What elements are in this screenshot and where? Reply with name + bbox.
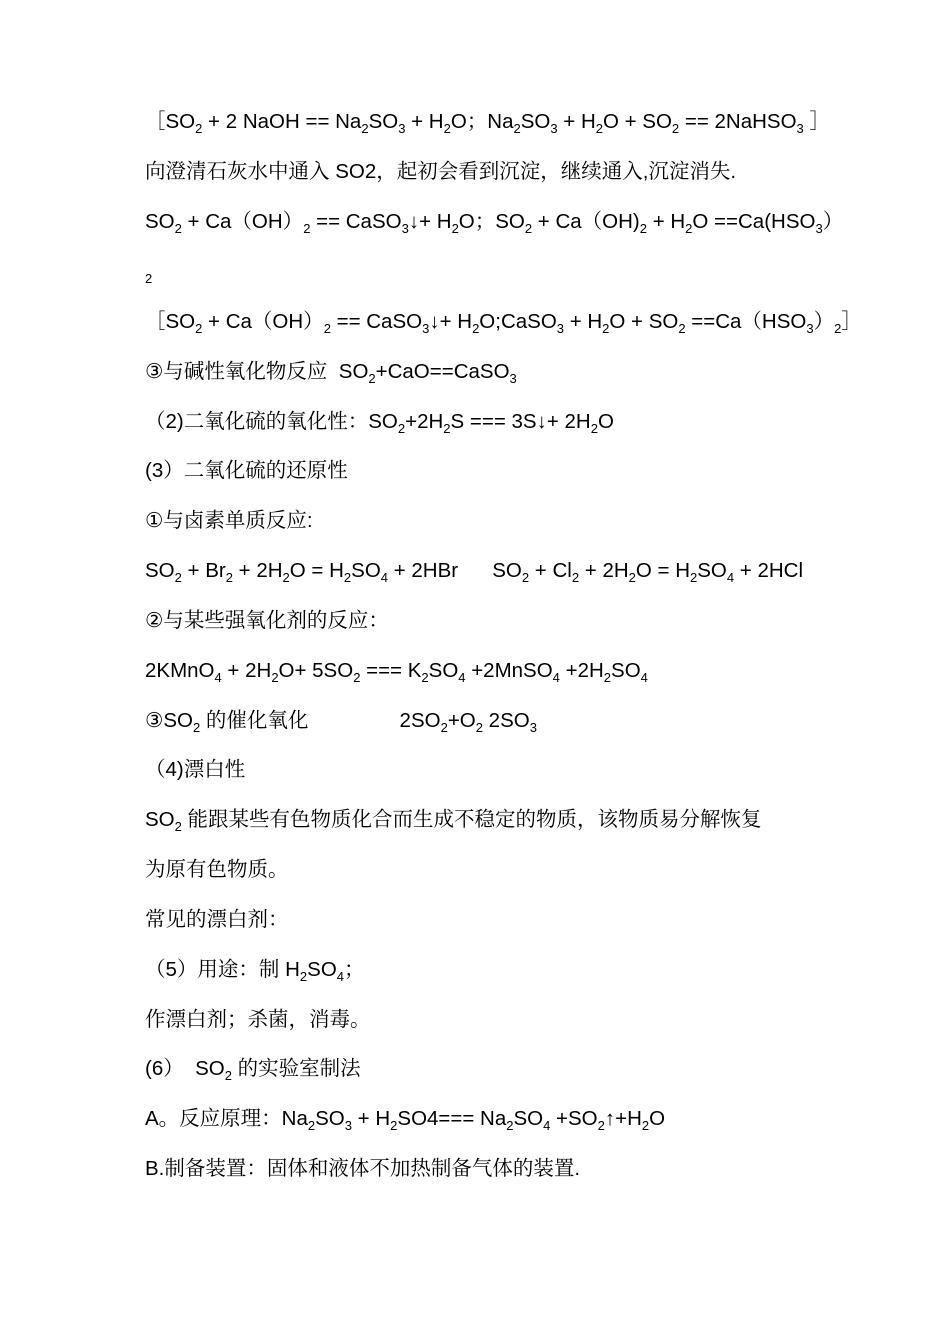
section-heading: (6） $SO_2$ 的实验室制法 xyxy=(145,1057,361,1083)
text-line: $SO_2 + Ca(OH)_2$ == CaSO$_3$↓+ $H_2O$；$SO_2 + Ca(OH)_2 + H_2O ==Ca(HSO_3)$ xyxy=(145,210,844,236)
text-line: 2 xyxy=(145,271,153,286)
text-line: 为原有色物质。 xyxy=(145,858,289,881)
text-line: B.制备装置：固体和液体不加热制备气体的装置. xyxy=(145,1157,581,1180)
text-line: ③与碱性氧化物反应 $SO_2+CaO==CaSO_3$ xyxy=(145,360,517,386)
text-line: $SO_2 + Br_2 + 2H_2O = H_2SO_4 + 2HBr$ $SO_2 + Cl_2 + 2H_2O = H_2SO_4 + 2HCl$ xyxy=(145,559,804,585)
text-line: $SO_2$ 能跟某些有色物质化合而生成不稳定的物质，该物质易分解恢复 xyxy=(145,808,762,834)
text-line: 向澄清石灰水中通入 SO2，起初会看到沉淀，继续通入,沉淀消失. xyxy=(145,160,737,183)
section-heading: （4)漂白性 xyxy=(145,758,246,781)
text-line: $[SO_2 + 2$ NaOH == $Na_2SO_3 + H_2O$；$Na_2SO_3 + H_2O + SO_2$ == 2NaHSO$_3$ ］ xyxy=(145,110,830,136)
section-heading: （5）用途：制 $H_2SO_4$； xyxy=(145,958,365,984)
text-line: 2KMnO$_4$ + $2H_2O+ 5SO_2$ === $K_2SO_4$ +2MnSO$_4$ $+2H_2SO_4$ xyxy=(145,659,648,685)
text-line: $③SO_2$ 的催化氧化 $2SO_2+O_2$ $2SO_3$ xyxy=(145,709,537,735)
text-line: （2)二氧化硫的氧化性：$SO_2+2H_2S$ === 3S↓+ $2H_2O$ xyxy=(145,410,614,436)
text-line: ②与某些强氧化剂的反应： xyxy=(145,609,389,632)
text-line: $[SO_2 + Ca(OH)_2$ == CaSO$_3$↓+ $H_2O;CaSO_3 + H_2O + SO_2$ $==Ca(HSO_3)_2]$ xyxy=(145,310,862,336)
text-line: A。反应原理：$Na_2SO_3 + H_2SO4=== Na_2SO_4$ $+SO_2↑+H_2O$ xyxy=(145,1107,666,1133)
text-line: ①与卤素单质反应: xyxy=(145,509,313,532)
text-line: 作漂白剂；杀菌，消毒。 xyxy=(145,1008,371,1031)
text-line: 常见的漂白剂： xyxy=(145,908,289,931)
section-heading: (3）二氧化硫的还原性 xyxy=(145,459,348,482)
